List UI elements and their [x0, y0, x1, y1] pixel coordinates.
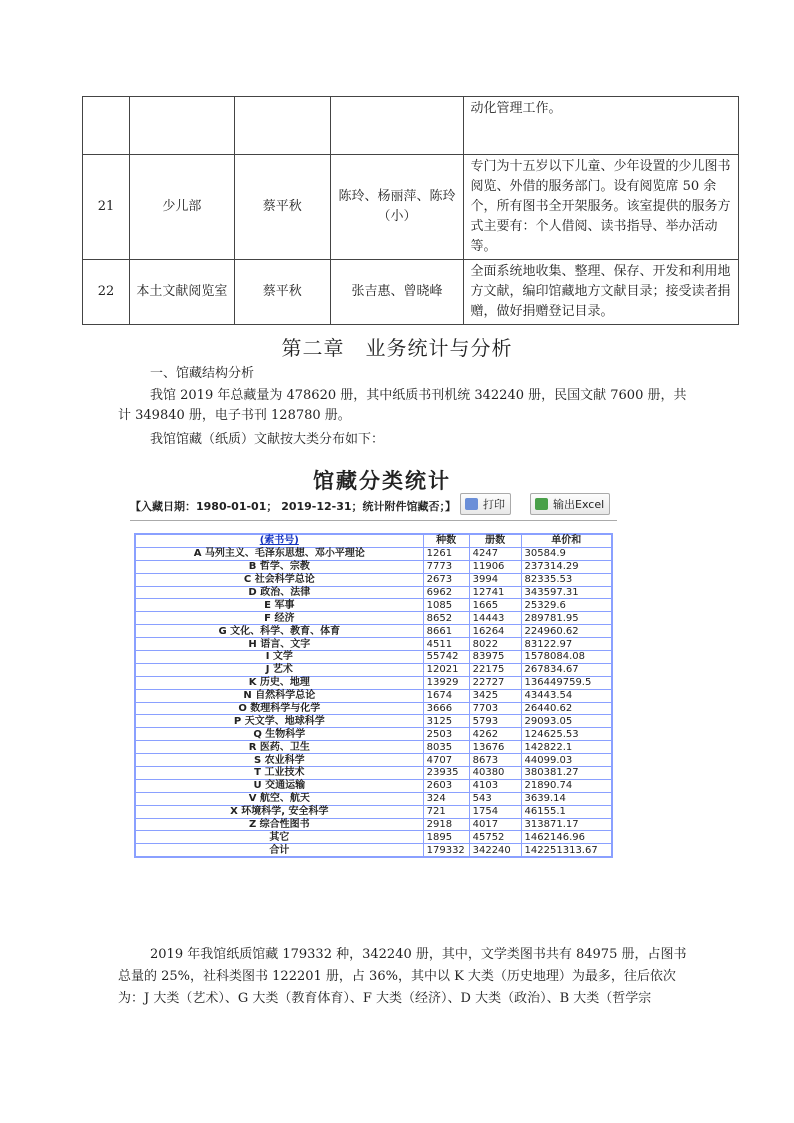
dept-name [129, 97, 234, 155]
table-row [135, 599, 612, 612]
cell-price: 30584.9 [521, 547, 612, 560]
cell-vols: 14443 [469, 612, 521, 625]
table-row [83, 155, 739, 260]
table-row [135, 625, 612, 638]
cell-kinds: 2503 [423, 728, 469, 741]
cell-vols: 7703 [469, 702, 521, 715]
cell-kinds: 3666 [423, 702, 469, 715]
cell-vols: 4103 [469, 779, 521, 792]
cell-price: 289781.95 [521, 612, 612, 625]
callnumber-link[interactable]: (索书号) [259, 535, 299, 547]
department-table [82, 96, 739, 325]
cell-cat: I 文学 [135, 651, 423, 664]
table-row [135, 754, 612, 767]
cell-cat: A 马列主义、毛泽东思想、邓小平理论 [135, 547, 423, 560]
cell-price: 29093.05 [521, 715, 612, 728]
cell-cat: D 政治、法律 [135, 586, 423, 599]
cell-cat: V 航空、航天 [135, 792, 423, 805]
cell-kinds: 179332 [423, 844, 469, 857]
cell-vols: 543 [469, 792, 521, 805]
cell-vols: 16264 [469, 625, 521, 638]
cell-vols: 5793 [469, 715, 521, 728]
cell-cat: J 艺术 [135, 663, 423, 676]
cell-price: 46155.1 [521, 805, 612, 818]
cell-kinds: 7773 [423, 560, 469, 573]
table-row [135, 612, 612, 625]
cell-cat: Q 生物科学 [135, 728, 423, 741]
table-row [135, 818, 612, 831]
cell-cat: F 经济 [135, 612, 423, 625]
table-row [135, 805, 612, 818]
table-row [135, 689, 612, 702]
cell-kinds: 8652 [423, 612, 469, 625]
cell-vols: 342240 [469, 844, 521, 857]
chapter-title: 第二章 业务统计与分析 [281, 336, 513, 360]
stats-table [134, 533, 613, 858]
cell-vols: 4262 [469, 728, 521, 741]
section-heading: 一、馆藏结构分析 [150, 366, 255, 381]
excel-icon [535, 498, 548, 510]
cell-vols: 12741 [469, 586, 521, 599]
dept-head: 蔡平秋 [234, 260, 330, 325]
dept-head: 蔡平秋 [234, 155, 330, 260]
paragraph: 我馆馆藏（纸质）文献按大类分布如下： [150, 432, 385, 447]
cell-kinds: 8035 [423, 741, 469, 754]
table-row [135, 560, 612, 573]
cell-kinds: 23935 [423, 767, 469, 780]
cell-kinds: 1895 [423, 831, 469, 844]
export-label: 输出Excel [553, 498, 605, 511]
table-row [135, 638, 612, 651]
print-label: 打印 [483, 498, 505, 511]
dept-no: 22 [83, 260, 130, 325]
table-header-row [135, 534, 612, 547]
table-row [83, 260, 739, 325]
cell-cat: T 工业技术 [135, 767, 423, 780]
cell-cat: O 数理科学与化学 [135, 702, 423, 715]
cell-price: 237314.29 [521, 560, 612, 573]
cell-kinds: 6962 [423, 586, 469, 599]
table-row [135, 715, 612, 728]
cell-cat: K 历史、地理 [135, 676, 423, 689]
cell-vols: 45752 [469, 831, 521, 844]
cell-price: 343597.31 [521, 586, 612, 599]
cell-kinds: 55742 [423, 651, 469, 664]
cell-cat: S 农业科学 [135, 754, 423, 767]
table-row [135, 831, 612, 844]
cell-price: 83122.97 [521, 638, 612, 651]
cell-cat: H 语言、文字 [135, 638, 423, 651]
cell-price: 21890.74 [521, 779, 612, 792]
cell-cat: X 环境科学, 安全科学 [135, 805, 423, 818]
cell-kinds: 1085 [423, 599, 469, 612]
cell-cat: N 自然科学总论 [135, 689, 423, 702]
cell-cat: B 哲学、宗教 [135, 560, 423, 573]
cell-price: 142251313.67 [521, 844, 612, 857]
table-row [83, 97, 739, 155]
dept-desc: 动化管理工作。 [464, 97, 739, 155]
dept-no [83, 97, 130, 155]
cell-kinds: 2603 [423, 779, 469, 792]
print-button[interactable] [460, 493, 511, 515]
cell-cat: R 医药、卫生 [135, 741, 423, 754]
col-header-price: 单价和 [521, 534, 612, 547]
cell-cat: C 社会科学总论 [135, 573, 423, 586]
cell-price: 82335.53 [521, 573, 612, 586]
cell-vols: 4017 [469, 818, 521, 831]
cell-cat: 其它 [135, 831, 423, 844]
cell-vols: 8022 [469, 638, 521, 651]
cell-vols: 83975 [469, 651, 521, 664]
table-row [135, 792, 612, 805]
dept-staff: 陈玲、杨丽萍、陈玲（小） [330, 155, 464, 260]
cell-price: 142822.1 [521, 741, 612, 754]
col-header-cat [135, 534, 423, 547]
dept-name: 少儿部 [129, 155, 234, 260]
table-row [135, 663, 612, 676]
table-row [135, 547, 612, 560]
cell-vols: 3425 [469, 689, 521, 702]
cell-vols: 40380 [469, 767, 521, 780]
cell-price: 44099.03 [521, 754, 612, 767]
cell-kinds: 721 [423, 805, 469, 818]
stats-title: 馆藏分类统计 [313, 469, 451, 493]
paragraph: 2019 年我馆纸质馆藏 179332 种，342240 册，其中，文学类图书共有 84975 册，占图书总量的 25%，社科类图书 122201 册，占 36%，其中以 K 大类（历史地理）为最多，往后依次为：J 大类（艺术）、G 大类（教育体育）、F 大类（经济）、D 大类（政治）、B 大类（哲学宗 [118, 947, 687, 1006]
cell-vols: 22175 [469, 663, 521, 676]
cell-price: 380381.27 [521, 767, 612, 780]
export-excel-button[interactable] [530, 493, 610, 515]
dept-desc: 全面系统地收集、整理、保存、开发和利用地方文献，编印馆藏地方文献目录；接受读者捐赠，做好捐赠登记目录。 [464, 260, 739, 325]
cell-price: 136449759.5 [521, 676, 612, 689]
table-row [135, 573, 612, 586]
cell-vols: 13676 [469, 741, 521, 754]
cell-price: 3639.14 [521, 792, 612, 805]
cell-price: 267834.67 [521, 663, 612, 676]
cell-cat: G 文化、科学、教育、体育 [135, 625, 423, 638]
dept-no: 21 [83, 155, 130, 260]
cell-price: 124625.53 [521, 728, 612, 741]
stats-table-body [135, 547, 612, 857]
cell-kinds: 1674 [423, 689, 469, 702]
cell-kinds: 324 [423, 792, 469, 805]
dept-name: 本土文献阅览室 [129, 260, 234, 325]
cell-vols: 3994 [469, 573, 521, 586]
printer-icon [465, 498, 478, 510]
table-row [135, 779, 612, 792]
table-row [135, 767, 612, 780]
cell-cat: U 交通运输 [135, 779, 423, 792]
cell-vols: 22727 [469, 676, 521, 689]
cell-cat: 合计 [135, 844, 423, 857]
dept-desc: 专门为十五岁以下儿童、少年设置的少儿图书阅览、外借的服务部门。设有阅览席 50 余个，所有图书全开架服务。该室提供的服务方式主要有：个人借阅、读书指导、举办活动等。 [464, 155, 739, 260]
cell-kinds: 2673 [423, 573, 469, 586]
cell-price: 1462146.96 [521, 831, 612, 844]
cell-vols: 1754 [469, 805, 521, 818]
cell-price: 26440.62 [521, 702, 612, 715]
cell-kinds: 3125 [423, 715, 469, 728]
dept-staff: 张吉惠、曾晓峰 [330, 260, 464, 325]
cell-price: 224960.62 [521, 625, 612, 638]
cell-vols: 1665 [469, 599, 521, 612]
table-row [135, 651, 612, 664]
cell-vols: 8673 [469, 754, 521, 767]
table-row [135, 702, 612, 715]
table-row [135, 676, 612, 689]
col-header-vols: 册数 [469, 534, 521, 547]
table-row [135, 741, 612, 754]
cell-cat: E 军事 [135, 599, 423, 612]
cell-kinds: 8661 [423, 625, 469, 638]
dept-staff [330, 97, 464, 155]
cell-price: 1578084.08 [521, 651, 612, 664]
cell-cat: P 天文学、地球科学 [135, 715, 423, 728]
cell-vols: 4247 [469, 547, 521, 560]
dept-head [234, 97, 330, 155]
cell-kinds: 4511 [423, 638, 469, 651]
cell-price: 313871.17 [521, 818, 612, 831]
cell-kinds: 12021 [423, 663, 469, 676]
cell-price: 25329.6 [521, 599, 612, 612]
cell-kinds: 2918 [423, 818, 469, 831]
col-header-kinds: 种数 [423, 534, 469, 547]
cell-kinds: 4707 [423, 754, 469, 767]
table-row [135, 844, 612, 857]
cell-kinds: 13929 [423, 676, 469, 689]
cell-cat: Z 综合性图书 [135, 818, 423, 831]
cell-vols: 11906 [469, 560, 521, 573]
paragraph: 我馆 2019 年总藏量为 478620 册，其中纸质书刊机统 342240 册，民国文献 7600 册，共计 349840 册，电子书刊 128780 册。 [118, 388, 687, 423]
table-row [135, 586, 612, 599]
cell-price: 43443.54 [521, 689, 612, 702]
query-text: 【入藏日期：1980-01-01； 2019-12-31；统计附件馆藏否；】 [130, 500, 457, 513]
cell-kinds: 1261 [423, 547, 469, 560]
table-row [135, 728, 612, 741]
divider [130, 520, 617, 521]
